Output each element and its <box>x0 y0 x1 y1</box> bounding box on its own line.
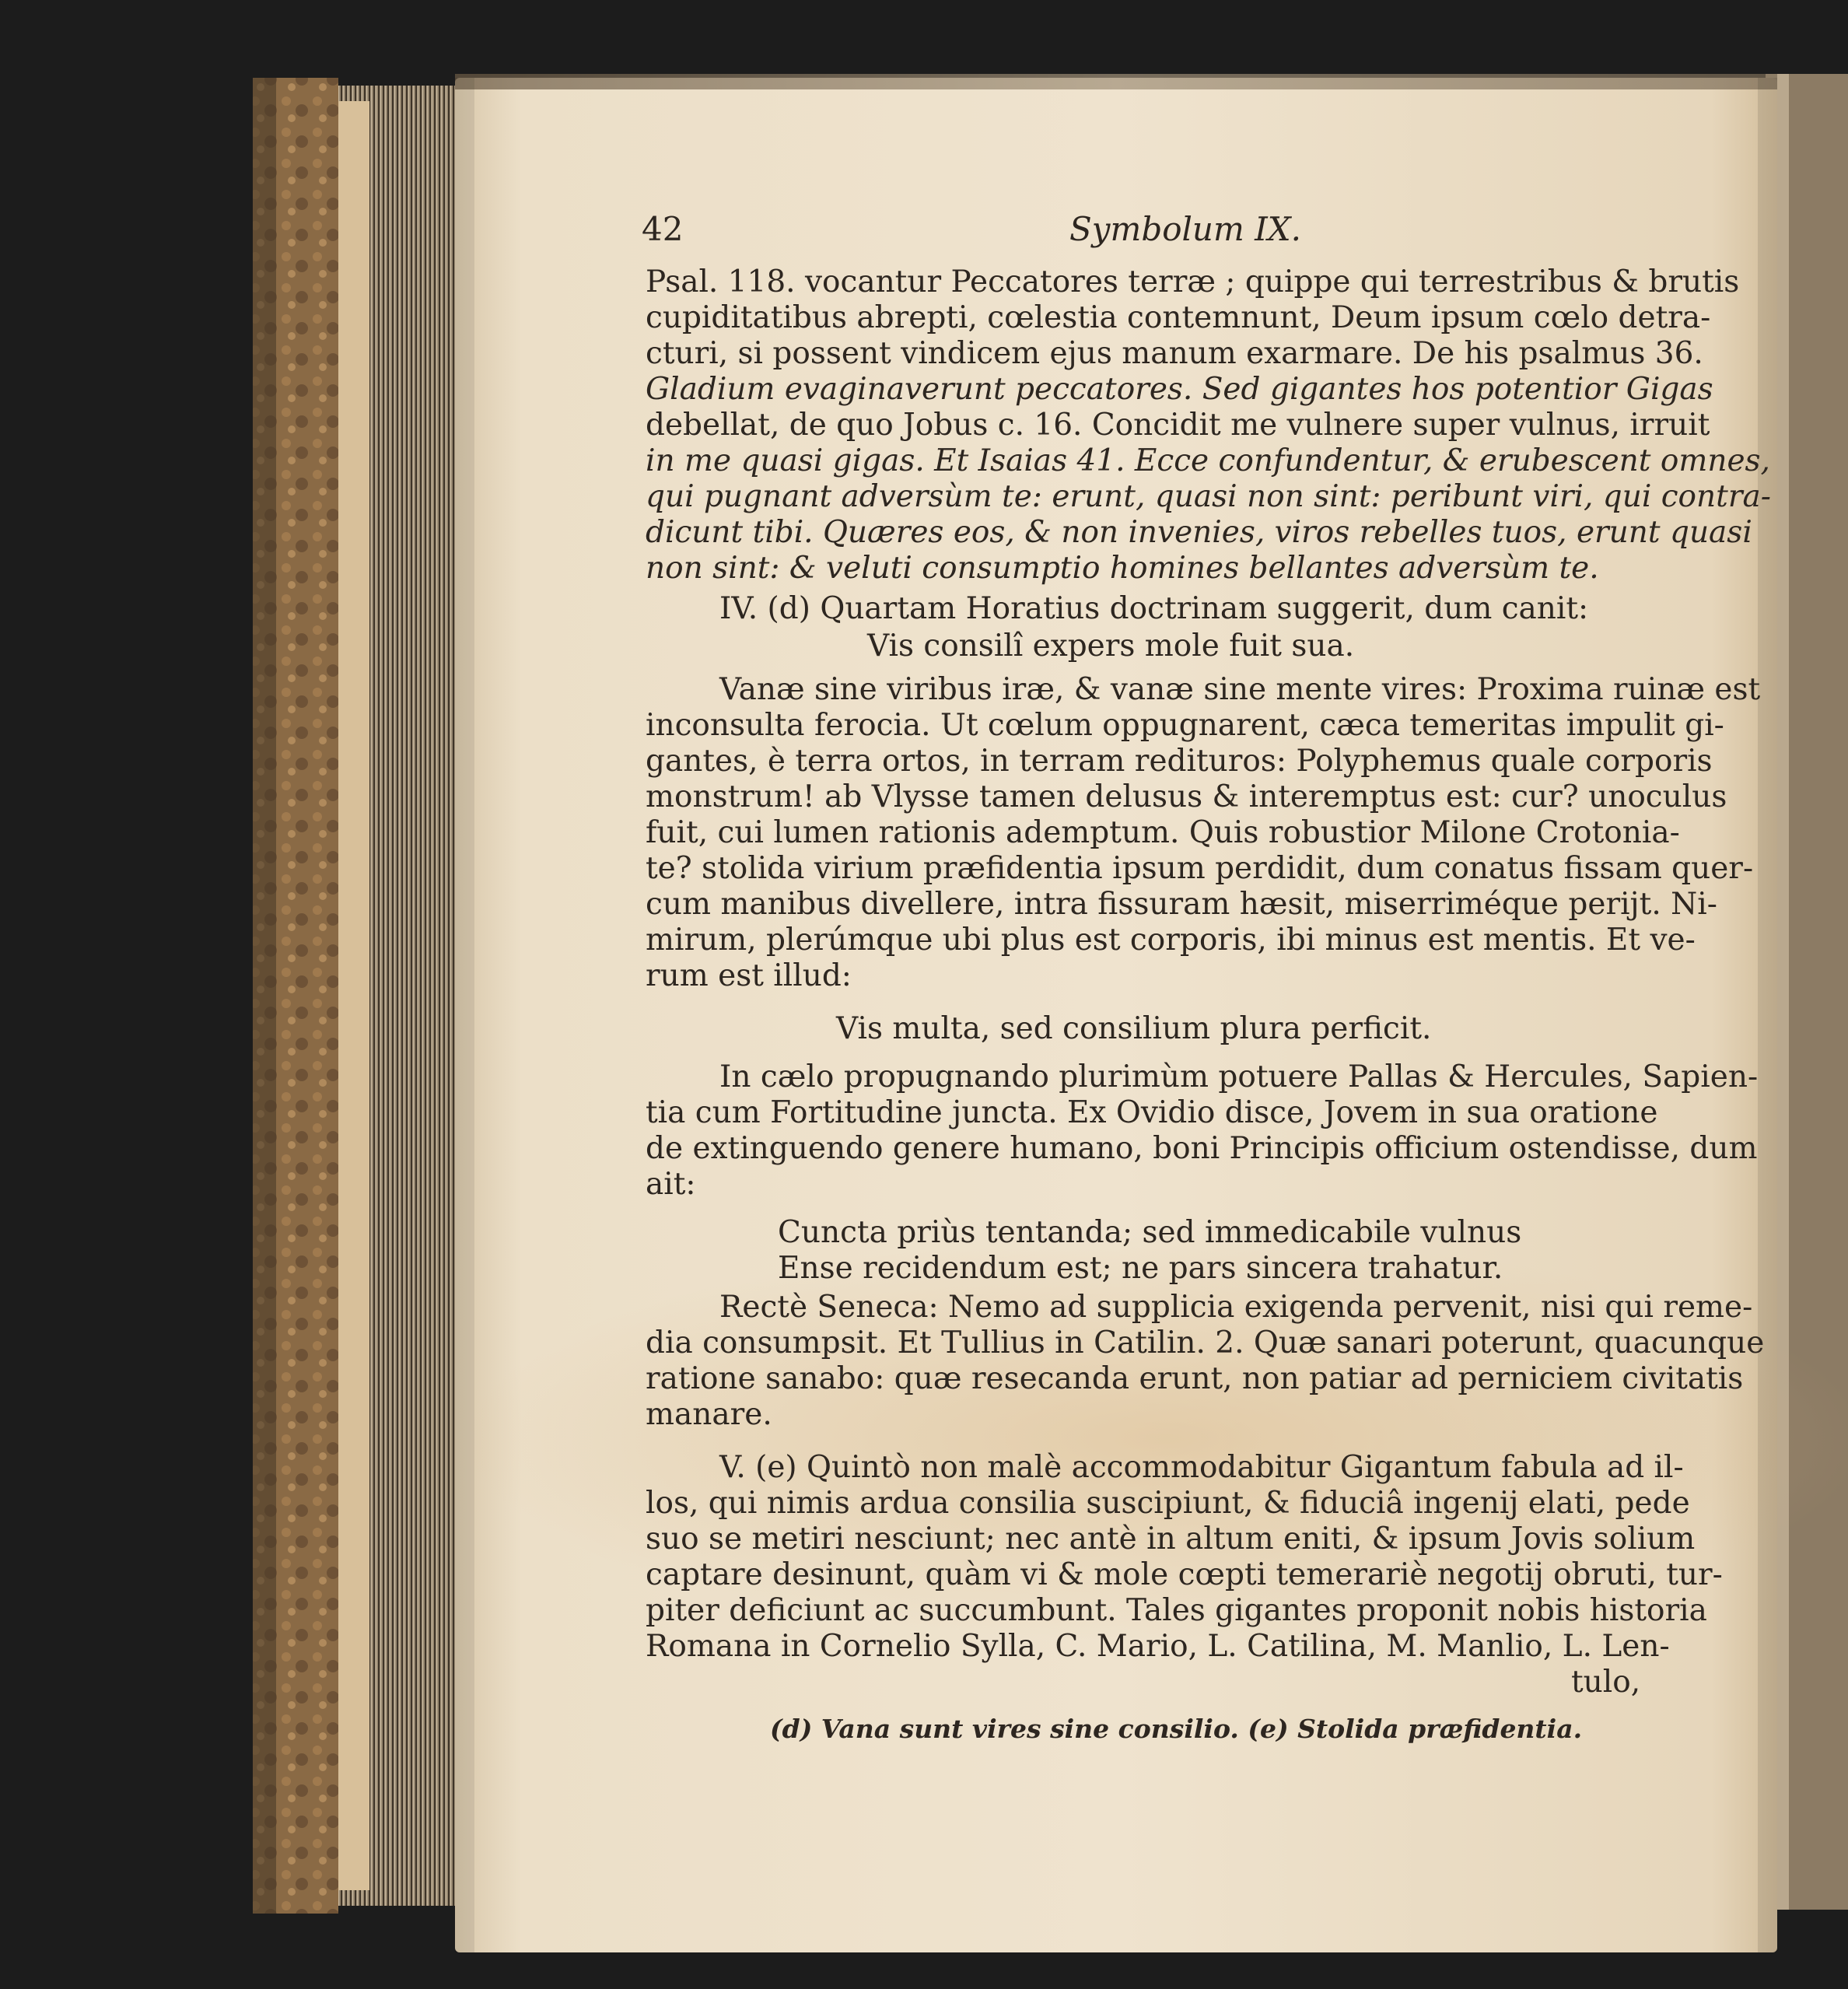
text-line-24: de extinguendo genere humano, boni Principis officium ostendisse, dum <box>646 1131 1758 1166</box>
text-line-14: gantes, è terra ortos, in terram redituros: Polyphemus quale corporis <box>646 744 1713 779</box>
text-line-30: ratione sanabo: quæ resecanda erunt, non patiar ad perniciem civitatis <box>646 1361 1744 1396</box>
text-line-34: suo se metiri nesciunt; nec antè in altum eniti, & ipsum Jovis solium <box>646 1522 1696 1557</box>
text-line-35: captare desinunt, quàm vi & mole cœpti temerariè negotij obruti, tur- <box>646 1557 1723 1592</box>
leaf-edge <box>338 101 369 1890</box>
text-line-36: piter deficiunt ac succumbunt. Tales gigantes proponit nobis historia <box>646 1593 1707 1628</box>
text-line-6: in me quasi gigas. Et Isaias 41. Ecce confundentur, & erubescent omnes, <box>646 443 1770 478</box>
text-line-9: non sint: & veluti consumptio homines bellantes adversùm te. <box>646 551 1599 586</box>
text-line-33: los, qui nimis ardua consilia suscipiunt, & fiduciâ ingenij elati, pede <box>646 1486 1690 1521</box>
text-line-8: dicunt tibi. Quæres eos, & non invenies, viros rebelles tuos, erunt quasi <box>646 515 1752 550</box>
text-line-15: monstrum! ab Vlysse tamen delusus & interemptus est: cur? unoculus <box>646 779 1727 814</box>
text-line-22: In cælo propugnando plurimùm potuere Pallas & Hercules, Sapien- <box>719 1059 1759 1094</box>
text-line-25: ait: <box>646 1167 696 1202</box>
text-line-11: Vis consilî expers mole fuit sua. <box>867 629 1355 664</box>
text-line-7: qui pugnant adversùm te: erunt, quasi non sint: peribunt viri, qui contra- <box>646 479 1771 514</box>
text-line-21: Vis multa, sed consilium plura perficit. <box>836 1011 1432 1046</box>
text-line-29: dia consumpsit. Et Tullius in Catilin. 2. Quæ sanari poterunt, quacunque <box>646 1325 1765 1360</box>
text-line-16: fuit, cui lumen rationis ademptum. Quis robustior Milone Crotonia- <box>646 815 1680 850</box>
text-line-19: mirum, plerúmque ubi plus est corporis, ibi minus est mentis. Et ve- <box>646 923 1696 958</box>
text-line-23: tia cum Fortitudine juncta. Ex Ovidio disce, Jovem in sua oratione <box>646 1095 1658 1130</box>
footnote: (d) Vana sunt vires sine consilio. (e) Stolida præfidentia. <box>770 1714 1583 1744</box>
text-line-18: cum manibus divellere, intra fissuram hæsit, miserriméque perijt. Ni- <box>646 887 1717 922</box>
text-line-37: Romana in Cornelio Sylla, C. Mario, L. Catilina, M. Manlio, L. Len- <box>646 1629 1670 1664</box>
text-line-3: cturi, si possent vindicem ejus manum exarmare. De his psalmus 36. <box>646 336 1703 371</box>
text-line-31: manare. <box>646 1397 772 1432</box>
text-line-38: tulo, <box>1571 1665 1641 1700</box>
page-number: 42 <box>642 210 684 248</box>
text-line-20: rum est illud: <box>646 958 852 993</box>
text-line-26: Cuncta priùs tentanda; sed immedicabile vulnus <box>778 1215 1522 1250</box>
running-title: Symbolum IX. <box>1069 210 1301 248</box>
book-cover-edge <box>253 78 276 1914</box>
text-line-28: Rectè Seneca: Nemo ad supplicia exigenda pervenit, nisi qui reme- <box>719 1290 1753 1325</box>
text-line-2: cupiditatibus abrepti, cœlestia contemnunt, Deum ipsum cœlo detra- <box>646 300 1711 335</box>
text-line-32: V. (e) Quintò non malè accommodabitur Gigantum fabula ad il- <box>719 1450 1684 1485</box>
text-line-10: IV. (d) Quartam Horatius doctrinam suggerit, dum canit: <box>719 591 1589 626</box>
printed-page <box>455 78 1777 1952</box>
text-line-4: Gladium evaginaverunt peccatores. Sed gigantes hos potentior Gigas <box>646 372 1713 407</box>
text-line-17: te? stolida virium præfidentia ipsum perdidit, dum conatus fissam quer- <box>646 851 1754 886</box>
text-line-27: Ense recidendum est; ne pars sincera trahatur. <box>778 1251 1503 1286</box>
text-line-5: debellat, de quo Jobus c. 16. Concidit me vulnere super vulnus, irruit <box>646 408 1710 443</box>
text-line-13: inconsulta ferocia. Ut cœlum oppugnarent, cæca temeritas impulit gi- <box>646 708 1724 743</box>
text-line-12: Vanæ sine viribus iræ, & vanæ sine mente vires: Proxima ruinæ est <box>719 672 1761 707</box>
text-line-1: Psal. 118. vocantur Peccatores terræ ; quippe qui terrestribus & brutis <box>646 264 1740 299</box>
